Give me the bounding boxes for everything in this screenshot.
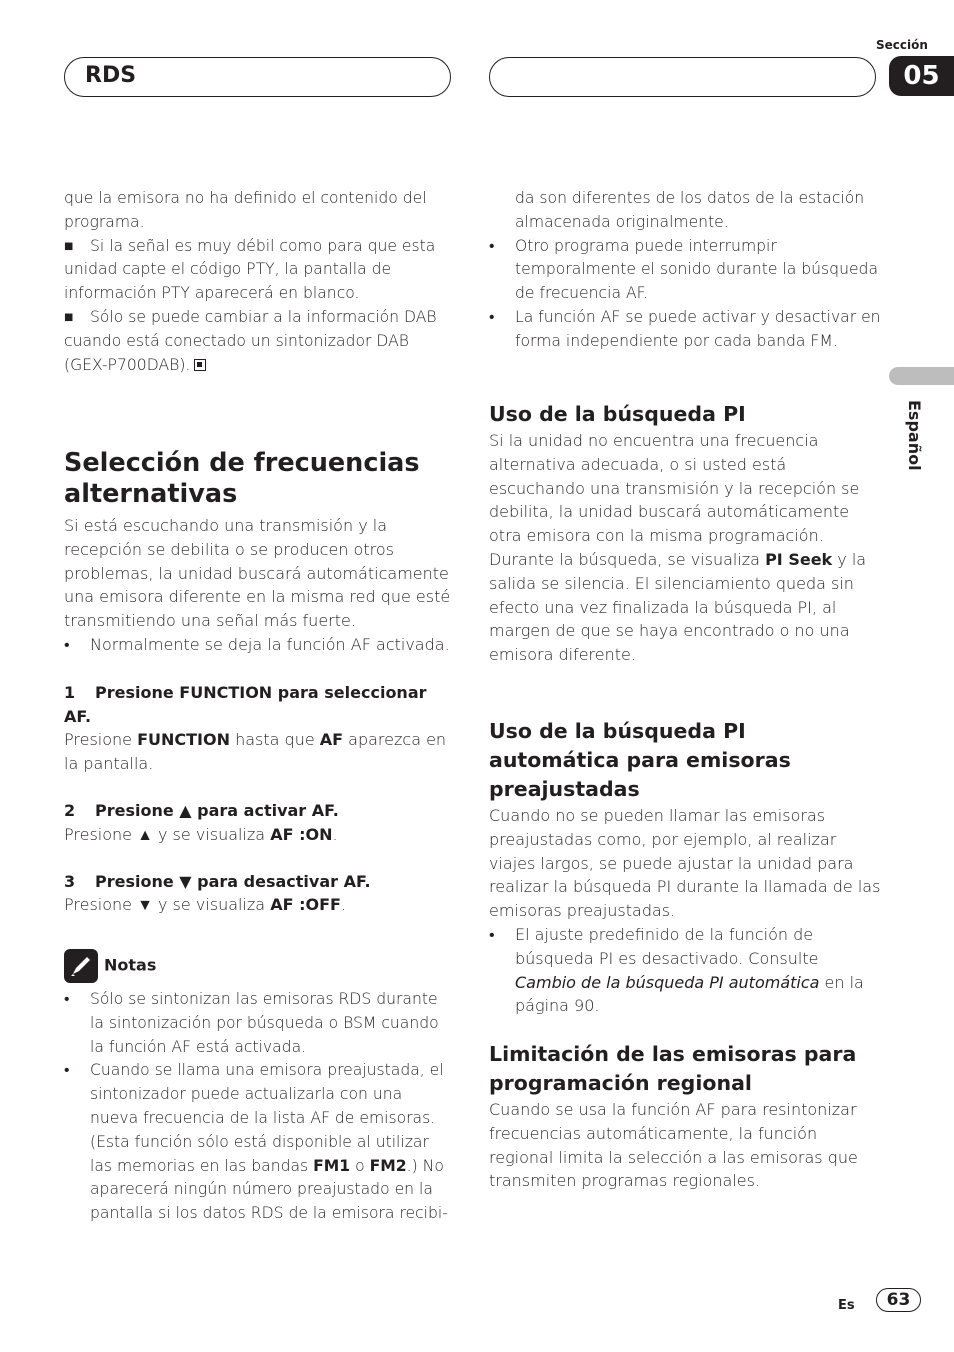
notes-header [64, 949, 156, 983]
step-3-body: Presione ▼ y se visualiza AF :OFF. [64, 895, 347, 915]
language-label: Español [905, 400, 924, 471]
step-1-body: Presione FUNCTION hasta que AF aparezca en la pantalla. [64, 730, 447, 774]
step-2-body: Presione ▲ y se visualiza AF :ON. [64, 824, 338, 844]
regional-section [489, 1040, 881, 1193]
notes-list [64, 988, 454, 1226]
header-title: RDS [85, 63, 137, 88]
auto-pi-section [489, 717, 881, 1018]
af-section [64, 448, 456, 917]
language-tab [889, 367, 954, 385]
notes-title: Notas [104, 955, 157, 975]
af-bullet: • La función AF se puede activar y desactivar en forma independiente por cada banda FM. [489, 307, 881, 350]
page-number: 63 [876, 1288, 921, 1312]
pi-section [489, 400, 881, 667]
section-number: 05 [889, 56, 954, 96]
bullet-icon: • [64, 1061, 70, 1080]
left-column [64, 187, 454, 377]
note-item: • Cuando se llama una emisora preajustada, el sintonizador puede actualizarla con una nueva frecuencia de la lista AF de emisoras. (Esta función sólo está disponible al utilizar las memorias en las bandas FM1 o FM2.) No aparecerá ningún número preajustado en la pantalla si los datos RDS de la emisora recibi- [64, 1061, 448, 1223]
af-bullet: • Otro programa puede interrumpir temporalmente el sonido durante la búsqueda de frecuencia AF. [489, 236, 879, 303]
pi-paragraph: Si la unidad no encuentra una frecuencia alternativa adecuada, o si usted está escuchando una transmisión y la recepción se debilita, la unidad buscará automáticamente otra emisora con la misma programación. Durante la búsqueda, se visualiza PI Seek y la salida se silencia. El silenciamiento queda sin efecto una vez finalizada la búsqueda PI, al margen de que se haya encontrado o no una emisora diferente. [489, 431, 867, 665]
auto-pi-paragraph: Cuando no se pueden llamar las emisoras preajustadas como, por ejemplo, al realizar viajes largos, se puede ajustar la unidad para realizar la búsqueda PI durante la llamada de las emisoras preajustadas. [489, 806, 881, 921]
intro-continuation: que la emisora no ha definido el contenido del programa. [64, 189, 427, 231]
bullet-icon: • [64, 990, 70, 1008]
subsection-heading: Limitación de las emisoras para programación regional [489, 1042, 857, 1095]
square-note-pty: ■ Si la señal es muy débil como para que esta unidad capte el código PTY, la pantalla de información PTY aparecerá en blanco. [64, 236, 436, 303]
square-bullet-icon: ■ [64, 307, 74, 326]
square-bullet-icon: ■ [64, 236, 74, 255]
pencil-note-icon [64, 949, 98, 983]
step-2-title: 2 Presione ▲ para activar AF. [64, 800, 339, 820]
footer-language: Es [838, 1298, 855, 1313]
step-3-title: 3 Presione ▼ para desactivar AF. [64, 871, 371, 891]
square-note-dab: ■ Sólo se puede cambiar a la información DAB cuando está conectado un sintonizador DAB (GEX-P700DAB). [64, 307, 437, 374]
header-right-pill [489, 57, 876, 97]
step-1-title: 1 Presione FUNCTION para seleccionar AF. [64, 682, 427, 726]
bullet-icon: • [489, 924, 495, 944]
af-bullet: • Normalmente se deja la función AF activada. [64, 633, 456, 657]
right-column-top [489, 187, 881, 354]
bullet-continuation: da son diferentes de los datos de la estación almacenada originalmente. [515, 189, 865, 231]
af-paragraph: Si está escuchando una transmisión y la recepción se debilita o se producen otros problemas, la unidad buscará automáticamente una emisora diferente en la misma red que esté transmitiendo una señal más fuerte. [64, 516, 451, 631]
bullet-icon: • [489, 307, 495, 326]
auto-pi-bullet: • El ajuste predefinido de la función de búsqueda PI es desactivado. Consulte Cambio de la búsqueda PI automática en la página 90. [489, 924, 864, 1016]
subsection-heading: Uso de la búsqueda PI [489, 402, 746, 426]
bullet-icon: • [64, 634, 70, 654]
header-title-pill [64, 57, 451, 97]
note-item: • Sólo se sintonizan las emisoras RDS durante la sintonización por búsqueda o BSM cuando la función AF está activada. [64, 990, 439, 1056]
regional-paragraph: Cuando se usa la función AF para resintonizar frecuencias automáticamente, la función regional limita la selección a las emisoras que transmiten programas regionales. [489, 1100, 858, 1191]
section-heading: Selección de frecuencias alternativas [64, 448, 420, 509]
end-of-section-icon [194, 359, 206, 371]
bullet-icon: • [489, 236, 495, 255]
section-label: Sección [876, 38, 928, 52]
subsection-heading: Uso de la búsqueda PI automática para emisoras preajustadas [489, 719, 791, 801]
